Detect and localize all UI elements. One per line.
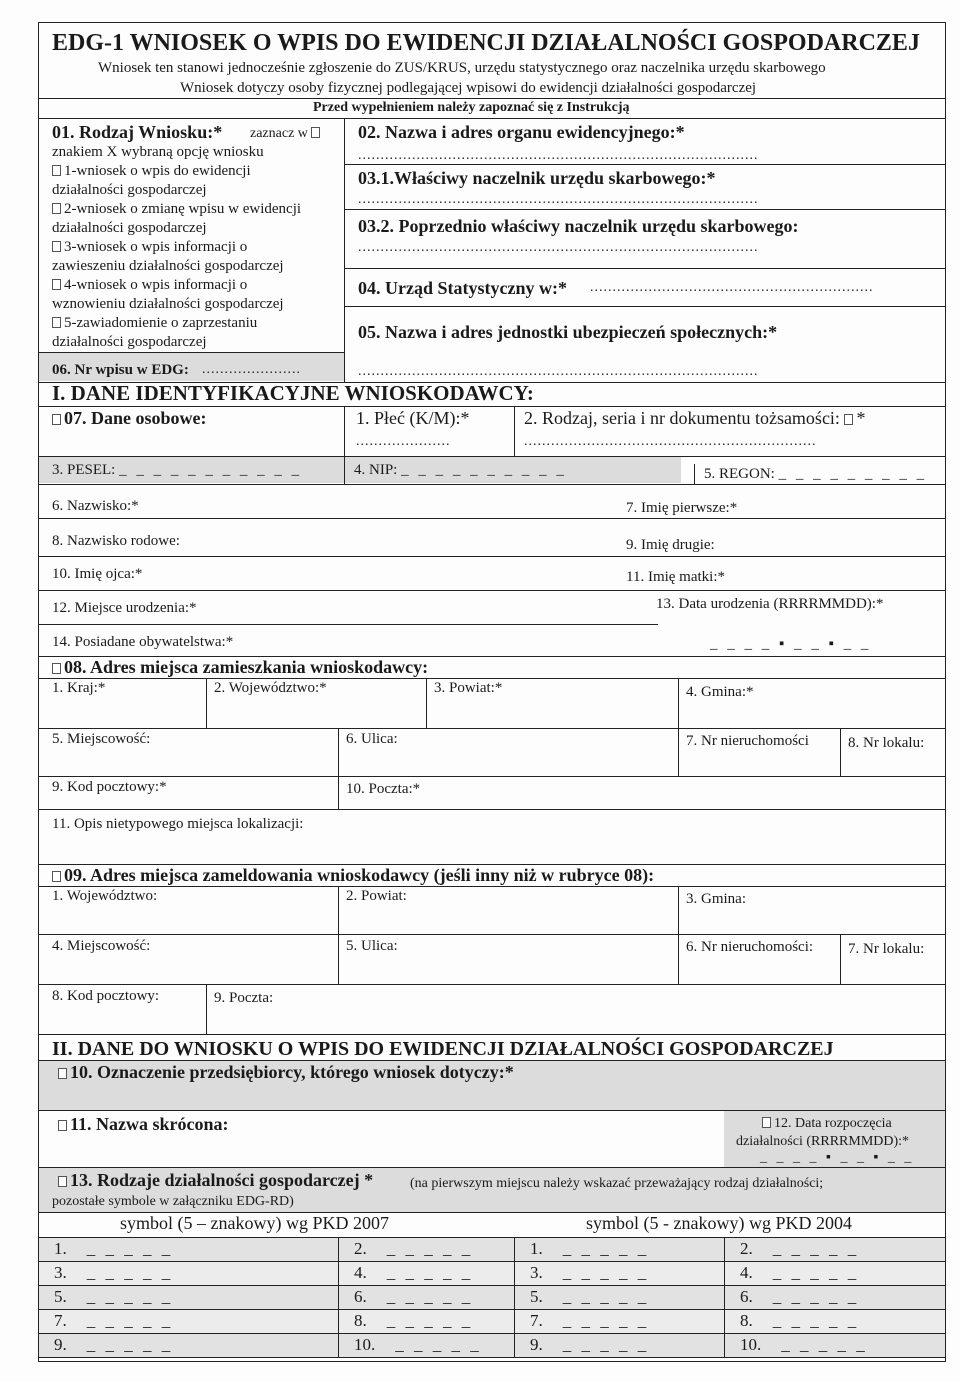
pkd-dashes: _ _ _ _ _ — [562, 1335, 650, 1354]
s08-kod-label: 9. Kod pocztowy:* — [52, 779, 167, 795]
pkd-number: 1. — [54, 1239, 67, 1258]
s01-option-4b: wznowieniu działalności gospodarczej — [52, 296, 284, 312]
pkd-number: 4. — [740, 1263, 753, 1282]
s09-miejscowosc-label: 4. Miejscowość: — [52, 938, 151, 954]
pkd-dashes: _ _ _ _ _ — [562, 1239, 650, 1258]
s07-title[interactable] — [52, 408, 207, 429]
pkd-number: 3. — [54, 1263, 67, 1282]
pkd-dashes: _ _ _ _ _ — [386, 1311, 474, 1330]
s05-field[interactable]: ......................................................................................... — [358, 364, 759, 379]
pkd-cell-2004-5[interactable] — [530, 1287, 649, 1307]
pkd-number: 8. — [354, 1311, 367, 1330]
checkbox-2[interactable] — [52, 203, 61, 214]
s01-option-4-label: 4-wniosek o wpis informacji o — [64, 277, 248, 293]
pkd-dashes: _ _ _ _ _ — [86, 1287, 174, 1306]
s01-option-2-label: 2-wniosek o zmianę wpisu w ewidencji — [64, 201, 302, 217]
checkbox-3[interactable] — [52, 241, 61, 252]
pkd-2004-header: symbol (5 - znakowy) wg PKD 2004 — [586, 1213, 852, 1233]
s13-title-text: 13. Rodzaje działalności gospodarczej * — [70, 1170, 374, 1190]
pkd-col-line — [338, 1237, 339, 1357]
s07-dok-field[interactable]: ................................................................. — [524, 434, 817, 449]
pkd-cell-2007-8[interactable] — [354, 1311, 473, 1331]
s12-line1[interactable] — [762, 1116, 892, 1132]
pkd-dashes: _ _ _ _ _ — [86, 1263, 174, 1282]
s09-powiat-label: 2. Powiat: — [346, 888, 407, 904]
pkd-number: 1. — [530, 1239, 543, 1258]
pkd-cell-2004-8[interactable] — [740, 1311, 859, 1331]
s13-note-1: (na pierwszym miejscu należy wskazać przeważający rodzaj działalności; — [410, 1176, 824, 1191]
s09-title-text: 09. Adres miejsca zameldowania wnioskodawcy (jeśli inny niż w rubryce 08): — [64, 865, 655, 885]
s09-title[interactable] — [52, 865, 654, 886]
hint-box-icon — [311, 127, 320, 138]
s09-ulica-label: 5. Ulica: — [346, 938, 398, 954]
imie-drugie-label: 9. Imię drugie: — [626, 537, 715, 553]
s10-title-text: 10. Oznaczenie przedsiębiorcy, którego wniosek dotyczy:* — [70, 1062, 514, 1082]
s08-ulica-label: 6. Ulica: — [346, 731, 398, 747]
pkd-cell-2007-10[interactable] — [354, 1335, 482, 1355]
pkd-dashes: _ _ _ _ _ — [86, 1311, 174, 1330]
pkd-dashes: _ _ _ _ _ — [562, 1263, 650, 1282]
pesel-dashes: _ _ _ _ _ _ _ _ _ _ _ — [119, 462, 303, 478]
imie-ojca-label: 10. Imię ojca:* — [52, 566, 143, 582]
section-i-title: I. DANE IDENTYFIKACYJNE WNIOSKODAWCY: — [52, 381, 534, 405]
pkd-col-line — [724, 1237, 725, 1357]
regon-field[interactable] — [704, 466, 927, 483]
pkd-number: 7. — [54, 1311, 67, 1330]
pkd-number: 8. — [740, 1311, 753, 1330]
header-note-1: Wniosek ten stanowi jednocześnie zgłoszenie do ZUS/KRUS, urzędu statystycznego oraz naczelnika urzędu skarbowego — [98, 60, 826, 76]
pkd-cell-2004-9[interactable] — [530, 1335, 649, 1355]
s08-woj-label: 2. Województwo:* — [214, 680, 327, 696]
s01-option-3-label: 3-wniosek o wpis informacji o — [64, 239, 248, 255]
pkd-dashes: _ _ _ _ _ — [86, 1239, 174, 1258]
pkd-cell-2004-2[interactable] — [740, 1239, 859, 1259]
pkd-number: 2. — [354, 1239, 367, 1258]
regon-label: 5. REGON: — [704, 466, 775, 482]
header-note-2: Wniosek dotyczy osoby fizycznej podlegającej wpisowi do ewidencji działalności gospodarczej — [180, 80, 757, 96]
s031-title: 03.1.Właściwy naczelnik urzędu skarbowego:* — [358, 168, 716, 188]
s05-title: 05. Nazwa i adres jednostki ubezpieczeń społecznych:* — [358, 322, 778, 342]
pkd-number: 7. — [530, 1311, 543, 1330]
pkd-number: 10. — [354, 1335, 376, 1354]
s11-title[interactable] — [58, 1114, 229, 1135]
s08-opis-label: 11. Opis nietypowego miejsca lokalizacji: — [52, 816, 304, 832]
s06-field[interactable]: ...................... — [202, 362, 301, 377]
s09-woj-label: 1. Województwo: — [52, 888, 158, 904]
pkd-dashes: _ _ _ _ _ — [772, 1311, 860, 1330]
pkd-dashes: _ _ _ _ _ — [395, 1335, 482, 1354]
s09-kod-label: 8. Kod pocztowy: — [52, 988, 160, 1004]
pkd-cell-2007-1[interactable] — [54, 1239, 173, 1259]
data-urodzenia-field[interactable]: _ _ _ _ ▪ _ _ ▪ _ _ — [710, 636, 872, 652]
s01-option-5[interactable] — [52, 315, 257, 332]
pkd-dashes: _ _ _ _ _ — [386, 1287, 474, 1306]
pkd-number: 5. — [530, 1287, 543, 1306]
s02-field[interactable]: ......................................................................................... — [358, 148, 759, 163]
nip-dashes: _ _ _ _ _ _ _ _ _ _ — [401, 462, 567, 478]
pkd-2007-header: symbol (5 – znakowy) wg PKD 2007 — [120, 1213, 389, 1233]
s04-title: 04. Urząd Statystyczny w:* — [358, 278, 567, 298]
pkd-dashes: _ _ _ _ _ — [772, 1263, 860, 1282]
imie-matki-label: 11. Imię matki:* — [626, 569, 726, 585]
pkd-dashes: _ _ _ _ _ — [86, 1335, 174, 1354]
pkd-dashes: _ _ _ _ _ — [772, 1239, 860, 1258]
s01-option-3[interactable] — [52, 239, 247, 256]
s08-checkbox[interactable] — [52, 663, 61, 674]
pkd-row-line — [38, 1357, 946, 1358]
section-ii-title: II. DANE DO WNIOSKU O WPIS DO EWIDENCJI DZIAŁALNOŚCI GOSPODARCZEJ — [52, 1038, 834, 1060]
checkbox-4[interactable] — [52, 279, 61, 290]
s10-title[interactable] — [58, 1062, 514, 1083]
pkd-cell-2007-9[interactable] — [54, 1335, 173, 1355]
s07-checkbox[interactable] — [52, 414, 61, 425]
s13-title[interactable] — [58, 1170, 373, 1191]
s07-dok-star: * — [856, 408, 866, 428]
s09-nr-lok-label: 7. Nr lokalu: — [848, 941, 925, 957]
s06-title: 06. Nr wpisu w EDG: — [52, 362, 189, 378]
s08-title[interactable] — [52, 657, 428, 678]
s13-note-2: pozostałe symbole w załączniku EDG-RD) — [52, 1194, 294, 1209]
s01-option-1-label: 1-wniosek o wpis do ewidencji — [64, 163, 251, 179]
s09-gmina-label: 3. Gmina: — [686, 891, 746, 907]
pkd-number: 3. — [530, 1263, 543, 1282]
pesel-field[interactable] — [52, 462, 302, 479]
s08-miejscowosc-label: 5. Miejscowość: — [52, 731, 151, 747]
pkd-dashes: _ _ _ _ _ — [562, 1287, 650, 1306]
s02-title: 02. Nazwa i adres organu ewidencyjnego:* — [358, 122, 685, 142]
s07-title-text: 07. Dane osobowe: — [64, 408, 207, 428]
s09-poczta-label: 9. Poczta: — [214, 990, 274, 1006]
checkbox-1[interactable] — [52, 165, 61, 176]
pkd-cell-2004-10[interactable] — [740, 1335, 868, 1355]
nazwisko-rodowe-label: 8. Nazwisko rodowe: — [52, 533, 180, 549]
s07-plec-field[interactable]: ..................... — [356, 434, 451, 449]
s09-checkbox[interactable] — [52, 871, 61, 882]
pkd-cell-2007-2[interactable] — [354, 1239, 473, 1259]
pkd-cell-2004-1[interactable] — [530, 1239, 649, 1259]
nazwisko-label: 6. Nazwisko:* — [52, 498, 139, 514]
s07-dok-text: 2. Rodzaj, seria i nr dokumentu tożsamości: — [524, 408, 840, 428]
s01-option-2[interactable] — [52, 201, 301, 218]
s032-field[interactable]: ......................................................................................... — [358, 240, 759, 255]
pkd-dashes: _ _ _ _ _ — [562, 1311, 650, 1330]
s09-nr-nier-label: 6. Nr nieruchomości: — [686, 939, 814, 955]
pkd-number: 9. — [530, 1335, 543, 1354]
pkd-number: 6. — [740, 1287, 753, 1306]
pkd-dashes: _ _ _ _ _ — [386, 1263, 474, 1282]
pkd-cell-2007-7[interactable] — [54, 1311, 173, 1331]
s08-gmina-label: 4. Gmina:* — [686, 684, 754, 700]
pkd-number: 9. — [54, 1335, 67, 1354]
pkd-number: 4. — [354, 1263, 367, 1282]
s01-option-2b: działalności gospodarczej — [52, 220, 207, 236]
pkd-number: 6. — [354, 1287, 367, 1306]
s07-plec-label: 1. Płeć (K/M):* — [356, 408, 470, 428]
s11-title-text: 11. Nazwa skrócona: — [70, 1114, 229, 1134]
s12-checkbox[interactable] — [762, 1117, 771, 1128]
form-title: EDG-1 WNIOSEK O WPIS DO EWIDENCJI DZIAŁALNOŚCI GOSPODARCZEJ — [52, 30, 920, 56]
s01-title: 01. Rodzaj Wniosku:* — [52, 122, 223, 142]
nip-field[interactable] — [354, 462, 567, 479]
pkd-number: 10. — [740, 1335, 762, 1354]
s08-poczta-label: 10. Poczta:* — [346, 781, 421, 797]
s08-kraj-label: 1. Kraj:* — [52, 680, 106, 696]
obywatelstwa-label: 14. Posiadane obywatelstwa:* — [52, 634, 234, 650]
s12-line1-text: 12. Data rozpoczęcia — [774, 1116, 892, 1131]
s01-option-5-label: 5-zawiadomienie o zaprzestaniu — [64, 315, 258, 331]
s12-line2: działalności (RRRRMMDD):* — [736, 1134, 910, 1149]
s01-hint-2: znakiem X wybraną opcję wniosku — [52, 144, 264, 160]
pkd-number: 5. — [54, 1287, 67, 1306]
pkd-cell-2004-3[interactable] — [530, 1263, 649, 1283]
imie-pierwsze-label: 7. Imię pierwsze:* — [626, 500, 738, 516]
s01-hint-text: zaznacz w — [250, 126, 308, 141]
s01-option-3b: zawieszeniu działalności gospodarczej — [52, 258, 284, 274]
pkd-number: 2. — [740, 1239, 753, 1258]
pkd-cell-2004-4[interactable] — [740, 1263, 859, 1283]
pkd-dashes: _ _ _ _ _ — [386, 1239, 474, 1258]
s01-option-1b: działalności gospodarczej — [52, 182, 207, 198]
s01-option-5b: działalności gospodarczej — [52, 334, 207, 350]
pkd-dashes: _ _ _ _ _ — [772, 1287, 860, 1306]
pkd-cell-2007-4[interactable] — [354, 1263, 473, 1283]
s08-nr-nier-label: 7. Nr nieruchomości — [686, 733, 809, 749]
s13-checkbox[interactable] — [58, 1176, 67, 1187]
data-urodzenia-label: 13. Data urodzenia (RRRRMMDD):* — [656, 596, 884, 612]
pkd-cell-2007-6[interactable] — [354, 1287, 473, 1307]
s11-checkbox[interactable] — [58, 1120, 67, 1131]
s08-powiat-label: 3. Powiat:* — [434, 680, 503, 696]
s12-field[interactable]: _ _ _ _ ▪ _ _ ▪ _ _ — [760, 1150, 915, 1165]
header-note-3: Przed wypełnieniem należy zapoznać się z Instrukcją — [313, 100, 630, 115]
checkbox-5[interactable] — [52, 317, 61, 328]
s07-dok-label — [524, 408, 865, 429]
pesel-label: 3. PESEL: — [52, 462, 116, 478]
miejsce-urodzenia-label: 12. Miejsce urodzenia:* — [52, 600, 197, 616]
s08-title-text: 08. Adres miejsca zamieszkania wnioskodawcy: — [64, 657, 429, 677]
s032-title: 03.2. Poprzednio właściwy naczelnik urzędu skarbowego: — [358, 216, 799, 236]
s01-option-1[interactable] — [52, 163, 251, 180]
s08-nr-lok-label: 8. Nr lokalu: — [848, 735, 925, 751]
pkd-cell-2007-3[interactable] — [54, 1263, 173, 1283]
pkd-cell-2004-7[interactable] — [530, 1311, 649, 1331]
nip-label: 4. NIP: — [354, 462, 398, 478]
pkd-col-line — [514, 1237, 515, 1357]
pkd-cell-2004-6[interactable] — [740, 1287, 859, 1307]
s10-checkbox[interactable] — [58, 1068, 67, 1079]
s01-option-4[interactable] — [52, 277, 247, 294]
regon-dashes: _ _ _ _ _ _ _ _ _ — [778, 466, 928, 482]
pkd-cell-2007-5[interactable] — [54, 1287, 173, 1307]
dok-box-icon — [844, 414, 853, 425]
pkd-dashes: _ _ _ _ _ — [781, 1335, 868, 1354]
s01-hint — [250, 126, 323, 142]
s031-field[interactable]: ......................................................................................... — [358, 192, 759, 207]
s04-field[interactable]: ............................................................... — [590, 280, 874, 295]
